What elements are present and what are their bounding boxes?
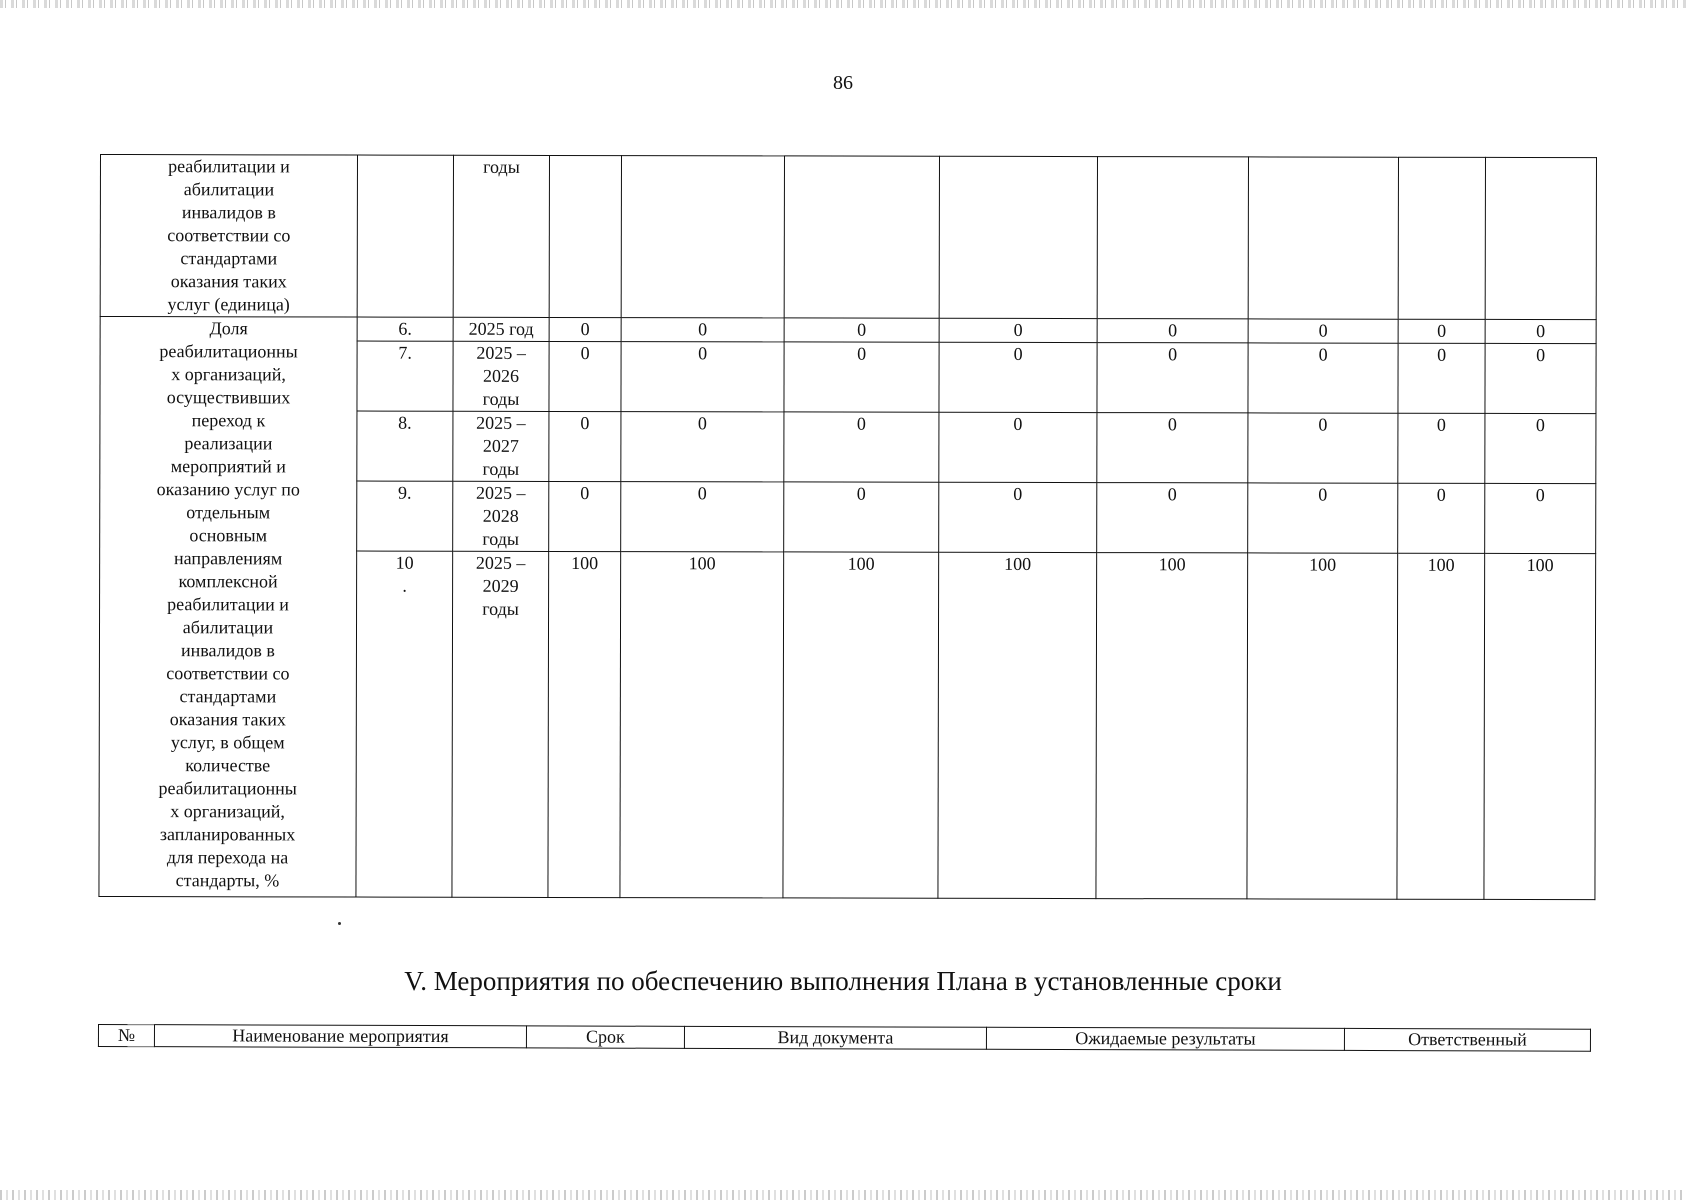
empty-cell — [1248, 157, 1398, 319]
value-cell: 0 — [1398, 483, 1485, 553]
value-cell: 100 — [1397, 553, 1485, 899]
period-cell: 2025 год — [453, 317, 549, 341]
row-number: 6. — [357, 317, 453, 341]
empty-cell — [784, 156, 939, 318]
value-cell: 0 — [1485, 319, 1596, 343]
value-cell: 0 — [784, 482, 939, 552]
value-cell: 0 — [939, 412, 1097, 482]
value-cell: 0 — [1485, 483, 1596, 553]
header-responsible: Ответственный — [1344, 1028, 1590, 1051]
value-cell: 100 — [548, 551, 621, 897]
value-cell: 100 — [620, 552, 784, 898]
value-cell: 0 — [1398, 319, 1485, 343]
value-cell: 0 — [939, 318, 1097, 342]
scan-edge-top — [0, 0, 1686, 8]
value-cell: 0 — [621, 482, 784, 552]
table-row — [100, 317, 1596, 344]
period-cell: 2025 – 2029 годы — [452, 551, 549, 897]
row-number: 7. — [357, 341, 453, 411]
scan-speck — [338, 922, 341, 925]
value-cell: 0 — [549, 341, 621, 411]
value-cell: 0 — [784, 412, 939, 482]
header-deadline: Срок — [526, 1026, 684, 1048]
value-cell: 0 — [549, 481, 621, 551]
value-cell: 0 — [1248, 483, 1398, 553]
value-cell: 0 — [1398, 343, 1485, 413]
period-cell: 2025 – 2026 годы — [453, 341, 549, 411]
value-cell: 0 — [549, 411, 621, 481]
empty-cell — [939, 156, 1097, 318]
value-cell: 0 — [939, 482, 1097, 552]
period-cell: 2025 – 2027 годы — [453, 411, 549, 481]
value-cell: 100 — [938, 552, 1097, 898]
indicator-label: Доля реабилитационны х организаций, осуществивших переход к реализации мероприятий и оказанию услуг по отдельным основным направлениям комплексной реабилитации и абилитации инвалидов в соответствии со стандартами оказания таких услуг, в общем количестве реабилитационны х организаций, запланированных для перехода на стандарты, % — [99, 317, 357, 898]
table-row-continuation — [100, 155, 1596, 320]
row-number: 10 . — [356, 551, 453, 897]
value-cell: 100 — [1247, 553, 1398, 899]
header-number: № — [98, 1025, 154, 1047]
events-table — [98, 1024, 1591, 1052]
value-cell: 0 — [1097, 413, 1248, 483]
value-cell: 0 — [1097, 343, 1248, 413]
scan-edge-bottom — [0, 1190, 1686, 1200]
value-cell: 0 — [621, 342, 784, 412]
empty-cell — [1398, 157, 1485, 319]
value-cell: 0 — [549, 317, 621, 341]
indicators-table — [98, 154, 1597, 900]
empty-cell — [621, 156, 784, 318]
empty-cell — [549, 155, 621, 317]
value-cell: 100 — [1096, 553, 1248, 899]
continuation-label: реабилитации и абилитации инвалидов в соответствии со стандартами оказания таких услуг (единица) — [100, 155, 357, 318]
value-cell: 0 — [1485, 413, 1596, 483]
row-number: 8. — [357, 411, 453, 481]
header-expected-results: Ожидаемые результаты — [986, 1027, 1344, 1050]
value-cell: 0 — [1097, 483, 1248, 553]
value-cell: 100 — [783, 552, 939, 898]
empty-cell — [1485, 157, 1596, 319]
header-event-name: Наименование мероприятия — [154, 1025, 526, 1048]
value-cell: 0 — [621, 318, 784, 342]
empty-cell — [1097, 157, 1248, 319]
continuation-period-cell: годы — [453, 155, 549, 317]
header-document-type: Вид документа — [684, 1026, 986, 1049]
value-cell: 0 — [784, 342, 939, 412]
value-cell: 0 — [1248, 343, 1398, 413]
value-cell: 0 — [621, 412, 784, 482]
value-cell: 0 — [939, 342, 1097, 412]
row-number: 9. — [357, 481, 453, 551]
value-cell: 0 — [1398, 413, 1485, 483]
value-cell: 0 — [1248, 319, 1398, 343]
events-header-row — [98, 1025, 1590, 1052]
period-cell: 2025 – 2028 годы — [453, 481, 549, 551]
continuation-num-cell — [357, 155, 453, 317]
value-cell: 0 — [1097, 319, 1248, 343]
value-cell: 0 — [1485, 343, 1596, 413]
value-cell: 100 — [1484, 553, 1596, 899]
value-cell: 0 — [1248, 413, 1398, 483]
section-title: V. Мероприятия по обеспечению выполнения Плана в установленные сроки — [404, 966, 1282, 996]
page-number: 86 — [833, 72, 853, 94]
value-cell: 0 — [784, 318, 939, 342]
